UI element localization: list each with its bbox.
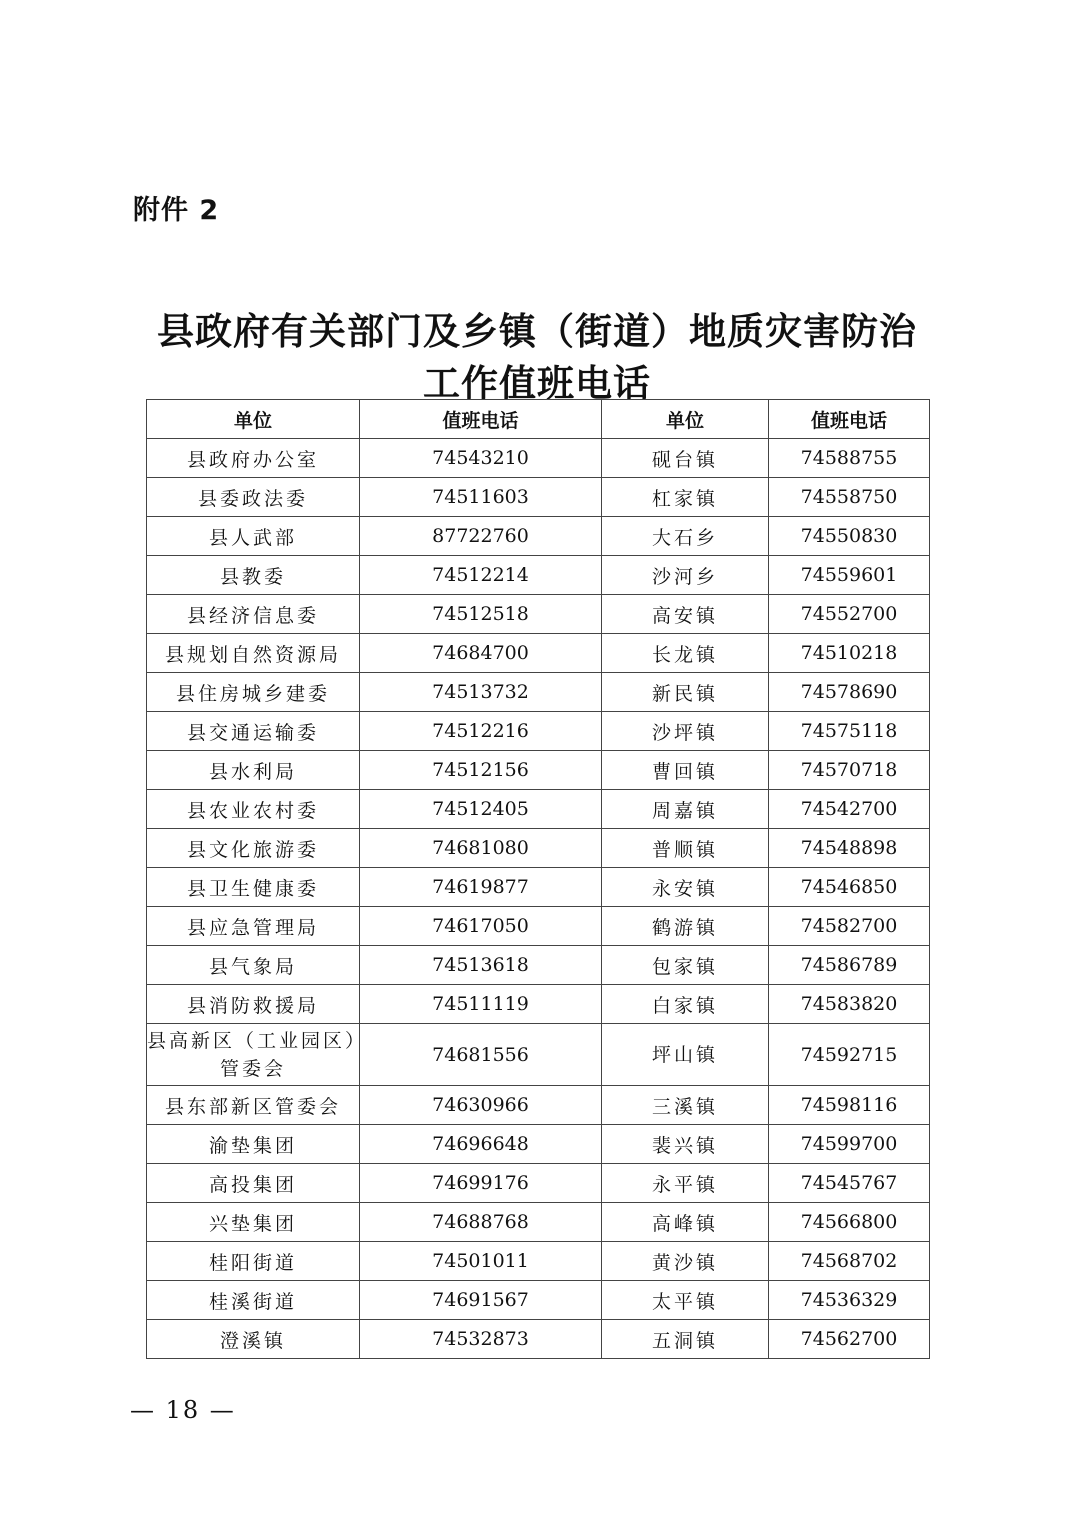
phone-right-cell: 74592715 [769,1024,930,1086]
header-unit-right: 单位 [602,400,769,439]
phone-left-cell: 74513618 [360,946,602,985]
phone-right-cell: 74552700 [769,595,930,634]
unit-right-cell: 高峰镇 [602,1203,769,1242]
unit-left-cell: 桂阳街道 [147,1242,360,1281]
table-header-row [147,400,930,439]
table-row [147,634,930,673]
unit-right-cell: 黄沙镇 [602,1242,769,1281]
unit-left-cell: 县人武部 [147,517,360,556]
table-row [147,829,930,868]
table-row [147,478,930,517]
unit-left-cell: 县消防救援局 [147,985,360,1024]
phone-left-cell: 74512214 [360,556,602,595]
phone-right-cell: 74536329 [769,1281,930,1320]
unit-right-cell: 五洞镇 [602,1320,769,1359]
unit-left-line2: 管委会 [219,1057,286,1080]
unit-left-cell: 高投集团 [147,1164,360,1203]
unit-right-cell: 永安镇 [602,868,769,907]
table-row [147,1320,930,1359]
phone-left-cell: 74696648 [360,1125,602,1164]
unit-left-cell: 县规划自然资源局 [147,634,360,673]
table-row [147,946,930,985]
phone-left-cell: 74681080 [360,829,602,868]
phone-left-cell: 74617050 [360,907,602,946]
phone-left-cell: 74532873 [360,1320,602,1359]
unit-right-cell: 大石乡 [602,517,769,556]
header-phone-left: 值班电话 [360,400,602,439]
phone-right-cell: 74586789 [769,946,930,985]
table-row [147,1203,930,1242]
table-row [147,673,930,712]
unit-right-cell: 杠家镇 [602,478,769,517]
unit-left-cell: 县教委 [147,556,360,595]
unit-right-cell: 包家镇 [602,946,769,985]
phone-right-cell: 74510218 [769,634,930,673]
unit-left-cell: 县委政法委 [147,478,360,517]
phone-left-cell: 74512405 [360,790,602,829]
phone-right-cell: 74546850 [769,868,930,907]
table-row [147,1242,930,1281]
table-row [147,439,930,478]
phone-left-cell: 74688768 [360,1203,602,1242]
header-unit-left: 单位 [147,400,360,439]
unit-right-cell: 裴兴镇 [602,1125,769,1164]
unit-right-cell: 沙坪镇 [602,712,769,751]
table-row [147,1086,930,1125]
phone-right-cell: 74578690 [769,673,930,712]
unit-left-cell: 兴垫集团 [147,1203,360,1242]
page-number: — 18 — [130,1396,236,1424]
table-row [147,1164,930,1203]
phone-right-cell: 74548898 [769,829,930,868]
phone-left-cell: 74511603 [360,478,602,517]
phone-left-cell: 74513732 [360,673,602,712]
table-body [147,439,930,1359]
phone-right-cell: 74562700 [769,1320,930,1359]
table-row [147,595,930,634]
unit-right-cell: 普顺镇 [602,829,769,868]
unit-right-cell: 周嘉镇 [602,790,769,829]
unit-right-cell: 高安镇 [602,595,769,634]
phone-right-cell: 74583820 [769,985,930,1024]
table-row [147,1024,930,1086]
unit-right-cell: 长龙镇 [602,634,769,673]
phone-right-cell: 74558750 [769,478,930,517]
table-row [147,985,930,1024]
phone-left-cell: 74681556 [360,1024,602,1086]
phone-left-cell: 74543210 [360,439,602,478]
phone-right-cell: 74559601 [769,556,930,595]
phone-right-cell: 74599700 [769,1125,930,1164]
phone-right-cell: 74542700 [769,790,930,829]
table-row [147,1125,930,1164]
unit-right-cell: 永平镇 [602,1164,769,1203]
unit-right-cell: 曹回镇 [602,751,769,790]
unit-right-cell: 三溪镇 [602,1086,769,1125]
unit-left-cell: 澄溪镇 [147,1320,360,1359]
unit-left-cell: 桂溪街道 [147,1281,360,1320]
phone-right-cell: 74550830 [769,517,930,556]
phone-left-cell: 74512518 [360,595,602,634]
phone-right-cell: 74588755 [769,439,930,478]
unit-left-cell: 县交通运输委 [147,712,360,751]
duty-phone-table [146,399,930,1359]
unit-left-cell: 县应急管理局 [147,907,360,946]
table-row [147,790,930,829]
phone-left-cell: 74699176 [360,1164,602,1203]
unit-left-cell: 县住房城乡建委 [147,673,360,712]
unit-left-line1: 县高新区（工业园区） [147,1029,368,1052]
phone-right-cell: 74545767 [769,1164,930,1203]
unit-left-cell: 县东部新区管委会 [147,1086,360,1125]
unit-right-cell: 沙河乡 [602,556,769,595]
header-phone-right: 值班电话 [769,400,930,439]
unit-left-cell: 县卫生健康委 [147,868,360,907]
phone-left-cell: 74630966 [360,1086,602,1125]
unit-left-cell: 县水利局 [147,751,360,790]
unit-right-cell: 坪山镇 [602,1024,769,1086]
phone-left-cell: 74691567 [360,1281,602,1320]
document-title-line1: 县政府有关部门及乡镇（街道）地质灾害防治 [157,310,917,353]
unit-left-cell: 县文化旅游委 [147,829,360,868]
unit-left-cell: 县经济信息委 [147,595,360,634]
unit-right-cell: 白家镇 [602,985,769,1024]
phone-right-cell: 74575118 [769,712,930,751]
unit-left-cell: 县气象局 [147,946,360,985]
phone-left-cell: 74512156 [360,751,602,790]
table-row [147,907,930,946]
phone-left-cell: 74501011 [360,1242,602,1281]
attachment-label: 附件 2 [133,195,220,226]
unit-right-cell: 砚台镇 [602,439,769,478]
unit-right-cell: 太平镇 [602,1281,769,1320]
unit-right-cell: 新民镇 [602,673,769,712]
table-row [147,556,930,595]
table-row [147,1281,930,1320]
phone-right-cell: 74570718 [769,751,930,790]
unit-right-cell: 鹤游镇 [602,907,769,946]
table-row [147,712,930,751]
document-title-line2: 工作值班电话 [423,362,651,405]
table-row [147,751,930,790]
phone-right-cell: 74568702 [769,1242,930,1281]
phone-left-cell: 74512216 [360,712,602,751]
phone-right-cell: 74598116 [769,1086,930,1125]
phone-right-cell: 74582700 [769,907,930,946]
unit-left-cell: 渝垫集团 [147,1125,360,1164]
phone-left-cell: 74511119 [360,985,602,1024]
table-row [147,517,930,556]
phone-right-cell: 74566800 [769,1203,930,1242]
table-row [147,868,930,907]
phone-left-cell: 74684700 [360,634,602,673]
phone-left-cell: 74619877 [360,868,602,907]
unit-left-cell: 县政府办公室 [147,439,360,478]
phone-left-cell: 87722760 [360,517,602,556]
unit-left-cell [147,1024,368,1086]
unit-left-cell: 县农业农村委 [147,790,360,829]
